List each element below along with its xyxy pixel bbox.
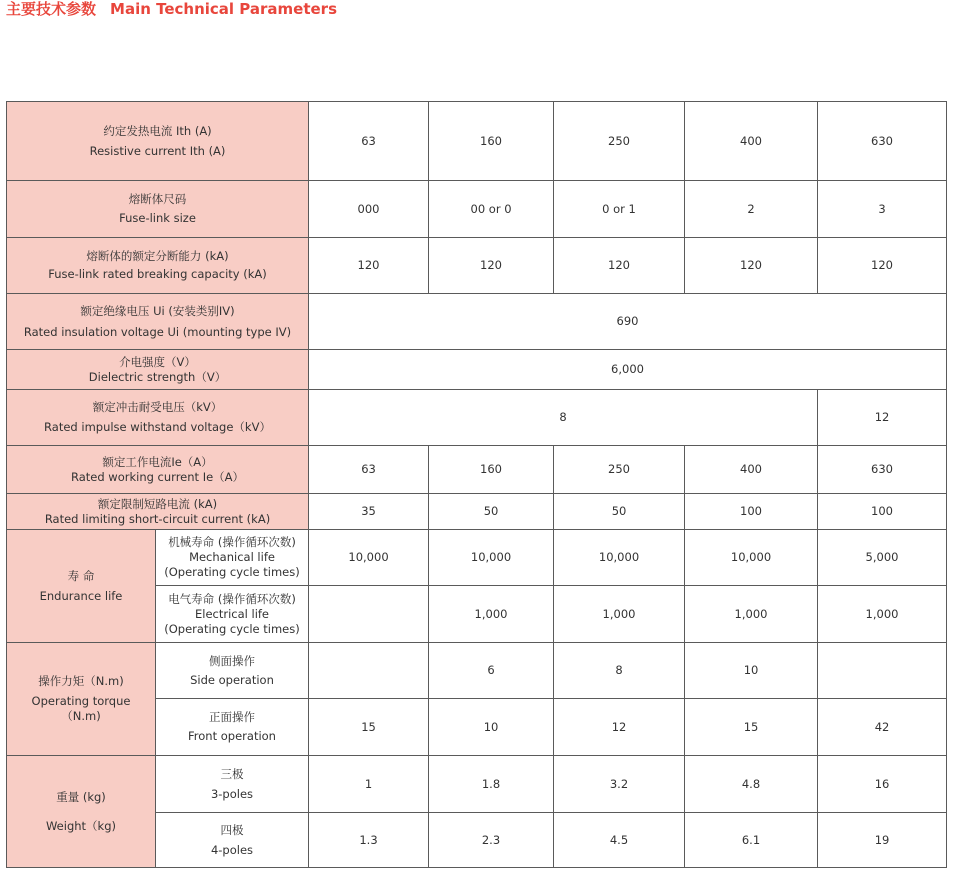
- label-ie: 额定工作电流Ie（A） Rated working current Ie（A）: [7, 446, 309, 494]
- cell-value: [818, 643, 947, 699]
- label-endurance: 寿 命 Endurance life: [7, 530, 156, 643]
- cell-value: 1: [309, 756, 429, 813]
- sublabel-front: 正面操作 Front operation: [156, 699, 309, 756]
- cell-value: 12: [554, 699, 685, 756]
- cell-value: 35: [309, 494, 429, 530]
- cell-value: 12: [818, 390, 947, 446]
- cell-value: 160: [429, 446, 554, 494]
- cell-value: 000: [309, 181, 429, 238]
- cell-value: 10,000: [309, 530, 429, 586]
- cell-value: 1.8: [429, 756, 554, 813]
- cell-value: 120: [309, 238, 429, 294]
- cell-value: 42: [818, 699, 947, 756]
- cell-value: 250: [554, 102, 685, 181]
- cell-value: 100: [685, 494, 818, 530]
- label-weight: 重量 (kg) Weight（kg): [7, 756, 156, 868]
- cell-value: 250: [554, 446, 685, 494]
- cell-value: 400: [685, 446, 818, 494]
- row-side-operation: [7, 643, 947, 699]
- cell-value: 1,000: [818, 586, 947, 643]
- label-breaking: 熔断体的额定分断能力 (kA) Fuse-link rated breaking capacity (kA): [7, 238, 309, 294]
- row-insulation: [7, 294, 947, 350]
- cell-value: 630: [818, 446, 947, 494]
- label-fuse-size: 熔断体尺码 Fuse-link size: [7, 181, 309, 238]
- cell-value: 2: [685, 181, 818, 238]
- cell-value: 4.5: [554, 813, 685, 868]
- row-weight-3-poles: [7, 756, 947, 813]
- page-title: [6, 0, 337, 18]
- cell-value: 6.1: [685, 813, 818, 868]
- cell-value: 400: [685, 102, 818, 181]
- cell-value: 1,000: [429, 586, 554, 643]
- cell-value: 5,000: [818, 530, 947, 586]
- cell-value: 120: [429, 238, 554, 294]
- cell-value: 3.2: [554, 756, 685, 813]
- cell-value: 50: [429, 494, 554, 530]
- cell-value: 15: [685, 699, 818, 756]
- cell-value: 160: [429, 102, 554, 181]
- label-dielectric: 介电强度（V） Dielectric strength（V）: [7, 350, 309, 390]
- cell-value: 120: [554, 238, 685, 294]
- title-cn: 主要技术参数: [6, 0, 97, 18]
- cell-value: 100: [818, 494, 947, 530]
- cell-value: 10: [429, 699, 554, 756]
- sublabel-3-poles: 三极 3-poles: [156, 756, 309, 813]
- cell-value: 0 or 1: [554, 181, 685, 238]
- cell-value: 2.3: [429, 813, 554, 868]
- row-ith: [7, 102, 947, 181]
- sublabel-side: 侧面操作 Side operation: [156, 643, 309, 699]
- cell-value: 63: [309, 446, 429, 494]
- cell-value: 690: [309, 294, 947, 350]
- sublabel-mechanical: 机械寿命 (操作循环次数) Mechanical life (Operating cycle times): [156, 530, 309, 586]
- cell-value: 16: [818, 756, 947, 813]
- cell-value: 8: [309, 390, 818, 446]
- label-torque: 操作力矩（N.m) Operating torque （N.m): [7, 643, 156, 756]
- cell-value: 10: [685, 643, 818, 699]
- label-limiting: 额定限制短路电流 (kA) Rated limiting short-circuit current (kA): [7, 494, 309, 530]
- cell-value: 10,000: [554, 530, 685, 586]
- row-impulse: [7, 390, 947, 446]
- cell-value: 1,000: [685, 586, 818, 643]
- cell-value: 1.3: [309, 813, 429, 868]
- title-en: Main Technical Parameters: [110, 0, 337, 18]
- cell-value: 3: [818, 181, 947, 238]
- cell-value: 00 or 0: [429, 181, 554, 238]
- row-fuse-size: [7, 181, 947, 238]
- row-ie: [7, 446, 947, 494]
- cell-value: [309, 586, 429, 643]
- label-insulation: 额定绝缘电压 Ui (安装类别IV) Rated insulation voltage Ui (mounting type IV): [7, 294, 309, 350]
- row-breaking: [7, 238, 947, 294]
- cell-value: 1,000: [554, 586, 685, 643]
- cell-value: 6,000: [309, 350, 947, 390]
- label-impulse: 额定冲击耐受电压（kV） Rated impulse withstand voltage（kV）: [7, 390, 309, 446]
- cell-value: [309, 643, 429, 699]
- cell-value: 19: [818, 813, 947, 868]
- cell-value: 6: [429, 643, 554, 699]
- row-dielectric: [7, 350, 947, 390]
- cell-value: 8: [554, 643, 685, 699]
- cell-value: 10,000: [685, 530, 818, 586]
- cell-value: 50: [554, 494, 685, 530]
- row-mechanical-life: [7, 530, 947, 586]
- cell-value: 15: [309, 699, 429, 756]
- cell-value: 63: [309, 102, 429, 181]
- technical-parameters-table: [6, 101, 947, 868]
- sublabel-electrical: 电气寿命 (操作循环次数) Electrical life (Operating cycle times): [156, 586, 309, 643]
- cell-value: 630: [818, 102, 947, 181]
- cell-value: 4.8: [685, 756, 818, 813]
- label-ith: 约定发热电流 Ith (A) Resistive current Ith (A): [7, 102, 309, 181]
- cell-value: 120: [818, 238, 947, 294]
- cell-value: 10,000: [429, 530, 554, 586]
- sublabel-4-poles: 四极 4-poles: [156, 813, 309, 868]
- row-limiting: [7, 494, 947, 530]
- cell-value: 120: [685, 238, 818, 294]
